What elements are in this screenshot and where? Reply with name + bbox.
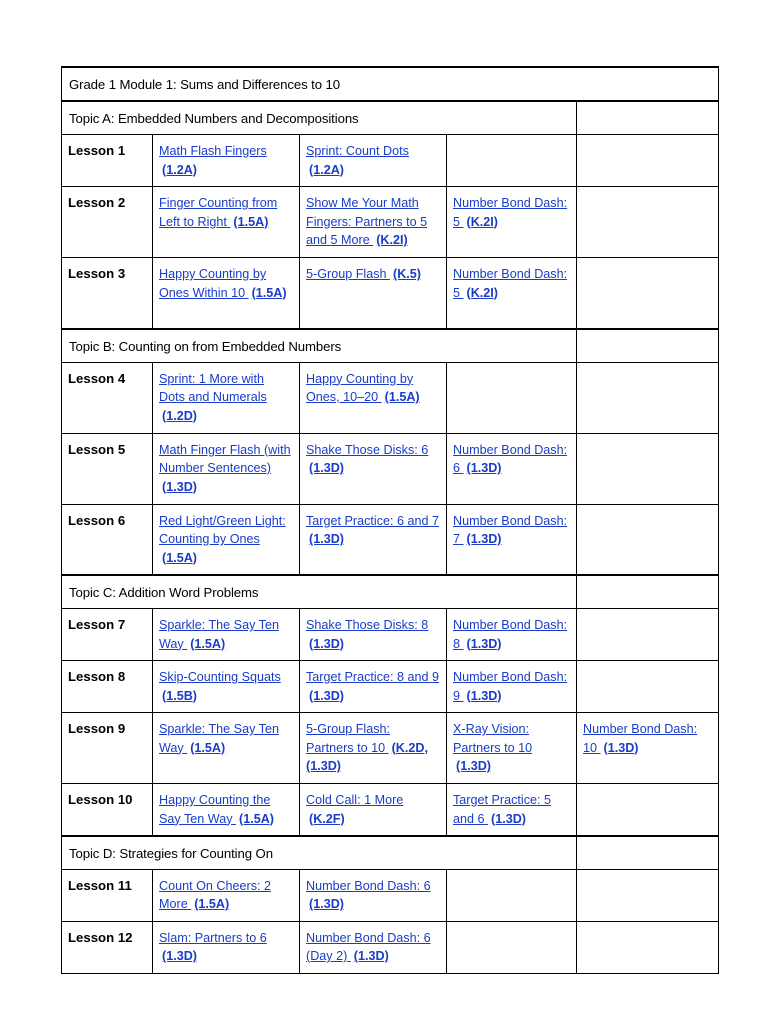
lesson-row	[62, 504, 719, 575]
activity-title: Target Practice: 6 and 7	[306, 513, 440, 528]
fluency-activity-link[interactable]	[159, 267, 287, 300]
fluency-activity-link[interactable]	[159, 196, 277, 229]
fluency-activity-link[interactable]	[159, 722, 279, 755]
fluency-activity-link[interactable]	[159, 793, 274, 826]
standard-code: (1.5A)	[190, 636, 226, 651]
activity-title: Number Bond Dash: 5	[453, 267, 568, 300]
activity-title: Sparkle: The Say Ten Way	[159, 618, 279, 651]
standard-code: (1.5A)	[194, 897, 230, 911]
standard-code: (1.3D)	[466, 688, 502, 703]
resource-cell	[447, 609, 577, 661]
fluency-activity-link[interactable]	[306, 931, 431, 964]
standard-code: (K.5)	[393, 267, 421, 281]
table-body	[62, 67, 719, 973]
topic-row	[62, 101, 719, 135]
fluency-activity-link[interactable]	[306, 196, 427, 247]
standard-code: (1.5A)	[162, 550, 197, 565]
activity-title: Number Bond Dash: 6 (Day 2)	[306, 930, 431, 963]
lesson-row	[62, 784, 719, 836]
standard-code: (1.3D)	[456, 759, 491, 773]
standard-code: (1.2D)	[162, 408, 197, 423]
standard-code: (1.3D)	[162, 949, 197, 963]
lesson-row	[62, 258, 719, 329]
resource-cell	[447, 504, 577, 575]
fluency-activity-link[interactable]	[159, 670, 281, 703]
activity-title: Skip-Counting Squats	[159, 670, 281, 684]
activity-title: Number Bond Dash: 6	[306, 878, 431, 893]
fluency-table	[61, 66, 719, 974]
resource-cell	[300, 713, 447, 784]
fluency-activity-link[interactable]	[453, 267, 567, 300]
standard-code: (K.2I)	[376, 233, 408, 247]
fluency-activity-link[interactable]	[159, 144, 267, 177]
topic-heading: Topic B: Counting on from Embedded Numbers	[62, 329, 577, 363]
standard-code: (1.3D)	[466, 461, 502, 475]
resource-cell	[300, 609, 447, 661]
resource-cell	[153, 661, 300, 713]
module-title-row	[62, 67, 719, 101]
resource-cell	[447, 258, 577, 329]
fluency-activity-link[interactable]	[306, 144, 409, 177]
resource-cell	[577, 187, 719, 258]
fluency-activity-link[interactable]	[453, 443, 567, 476]
standard-code: (1.5A)	[251, 285, 287, 300]
fluency-activity-link[interactable]	[306, 267, 421, 281]
fluency-activity-link[interactable]	[306, 618, 428, 651]
resource-cell	[153, 784, 300, 836]
activity-title: 5-Group Flash: Partners to 10	[306, 722, 390, 755]
lesson-label: Lesson 5	[62, 433, 153, 504]
resource-cell	[153, 609, 300, 661]
standard-code: (1.5A)	[233, 214, 269, 229]
standard-code: (1.3D)	[309, 688, 344, 703]
resource-cell	[577, 784, 719, 836]
resource-cell	[153, 433, 300, 504]
empty-cell	[577, 836, 719, 870]
topic-row	[62, 329, 719, 363]
resource-cell	[577, 433, 719, 504]
activity-title: Number Bond Dash: 5	[453, 196, 568, 229]
fluency-activity-link[interactable]	[306, 372, 420, 405]
fluency-activity-link[interactable]	[453, 514, 567, 547]
standard-code: (1.3D)	[491, 811, 527, 826]
standard-code: (1.3D)	[603, 740, 639, 755]
fluency-activity-link[interactable]	[453, 618, 567, 651]
resource-cell	[153, 713, 300, 784]
fluency-activity-link[interactable]	[453, 670, 567, 703]
lesson-label: Lesson 12	[62, 921, 153, 973]
resource-cell	[577, 258, 719, 329]
resource-cell	[447, 135, 577, 187]
activity-title: Number Bond Dash: 6	[453, 442, 568, 475]
lesson-row	[62, 187, 719, 258]
activity-title: Shake Those Disks: 6	[306, 442, 429, 457]
activity-title: Target Practice: 8 and 9	[306, 670, 440, 684]
fluency-activity-link[interactable]	[453, 722, 532, 773]
resource-cell	[577, 362, 719, 433]
lesson-label: Lesson 6	[62, 504, 153, 575]
fluency-activity-link[interactable]	[159, 372, 267, 423]
standard-code: (1.3D)	[309, 532, 344, 546]
lesson-label: Lesson 7	[62, 609, 153, 661]
resource-cell	[300, 921, 447, 973]
standard-code: (1.2A)	[162, 162, 197, 177]
resource-cell	[153, 504, 300, 575]
fluency-activity-link[interactable]	[306, 670, 439, 703]
module-title: Grade 1 Module 1: Sums and Differences to 10	[62, 67, 719, 101]
resource-cell	[153, 258, 300, 329]
activity-title: Sprint: 1 More with Dots and Numerals	[159, 371, 267, 404]
standard-code: (1.3D)	[353, 949, 389, 963]
resource-cell	[300, 187, 447, 258]
activity-title: Number Bond Dash: 9	[453, 670, 568, 703]
resource-cell	[300, 661, 447, 713]
lesson-label: Lesson 2	[62, 187, 153, 258]
resource-cell	[300, 135, 447, 187]
fluency-activity-link[interactable]	[583, 722, 697, 755]
lesson-row	[62, 362, 719, 433]
empty-cell	[577, 101, 719, 135]
standard-code: (1.5A)	[190, 740, 226, 755]
activity-title: Shake Those Disks: 8	[306, 618, 429, 632]
resource-cell	[577, 713, 719, 784]
resource-cell	[300, 869, 447, 921]
resource-cell	[577, 921, 719, 973]
resource-cell	[447, 661, 577, 713]
activity-title: Target Practice: 5 and 6	[453, 793, 551, 826]
standard-code: (1.3D)	[309, 636, 344, 651]
standard-code: (1.2A)	[309, 162, 344, 177]
fluency-activity-link[interactable]	[159, 879, 271, 912]
activity-title: Sparkle: The Say Ten Way	[159, 722, 279, 755]
activity-title: Slam: Partners to 6	[159, 930, 267, 945]
standard-code: (1.3D)	[466, 532, 502, 546]
topic-row	[62, 836, 719, 870]
resource-cell	[447, 869, 577, 921]
activity-title: Finger Counting from Left to Right	[159, 196, 278, 229]
standard-code: (K.2D, (1.3D)	[306, 740, 428, 773]
lesson-label: Lesson 11	[62, 869, 153, 921]
standard-code: (1.5A)	[239, 811, 274, 826]
lesson-row	[62, 433, 719, 504]
standard-code: (1.3D)	[309, 897, 344, 911]
resource-cell	[153, 921, 300, 973]
fluency-activity-link[interactable]	[453, 196, 567, 229]
activity-title: Math Finger Flash (with Number Sentences)	[159, 442, 291, 475]
resource-cell	[447, 784, 577, 836]
fluency-activity-link[interactable]	[159, 443, 291, 494]
topic-row	[62, 575, 719, 609]
standard-code: (K.2I)	[466, 214, 498, 229]
topic-heading: Topic A: Embedded Numbers and Decompositions	[62, 101, 577, 135]
lesson-label: Lesson 1	[62, 135, 153, 187]
activity-title: Red Light/Green Light: Counting by Ones	[159, 513, 286, 546]
standard-code: (1.5A)	[384, 390, 420, 404]
lesson-row	[62, 869, 719, 921]
resource-cell	[447, 921, 577, 973]
standard-code: (K.2I)	[466, 285, 498, 300]
lesson-label: Lesson 3	[62, 258, 153, 329]
empty-cell	[577, 329, 719, 363]
standard-code: (1.3D)	[466, 636, 502, 651]
activity-title: Happy Counting by Ones, 10–20	[306, 371, 414, 404]
resource-cell	[447, 362, 577, 433]
fluency-activity-link[interactable]	[306, 879, 431, 912]
resource-cell	[300, 504, 447, 575]
activity-title: Number Bond Dash: 10	[583, 722, 698, 755]
resource-cell	[447, 713, 577, 784]
activity-title: Show Me Your Math Fingers: Partners to 5 and 5 More	[306, 196, 428, 247]
resource-cell	[577, 504, 719, 575]
resource-cell	[577, 661, 719, 713]
resource-cell	[153, 362, 300, 433]
activity-title: Count On Cheers: 2 More	[159, 878, 272, 911]
resource-cell	[300, 784, 447, 836]
activity-title: 5-Group Flash	[306, 267, 387, 281]
fluency-activity-link[interactable]	[159, 514, 286, 565]
resource-cell	[577, 135, 719, 187]
lesson-row	[62, 135, 719, 187]
activity-title: Number Bond Dash: 7	[453, 513, 568, 546]
fluency-activity-link[interactable]	[159, 618, 279, 651]
activity-title: X-Ray Vision: Partners to 10	[453, 722, 533, 755]
lesson-row	[62, 661, 719, 713]
lesson-label: Lesson 8	[62, 661, 153, 713]
lesson-row	[62, 609, 719, 661]
standard-code: (1.3D)	[162, 479, 197, 494]
fluency-activity-link[interactable]	[453, 793, 551, 826]
standard-code: (1.5B)	[162, 688, 197, 703]
resource-cell	[300, 362, 447, 433]
lesson-label: Lesson 4	[62, 362, 153, 433]
topic-heading: Topic C: Addition Word Problems	[62, 575, 577, 609]
topic-heading: Topic D: Strategies for Counting On	[62, 836, 577, 870]
activity-title: Happy Counting the Say Ten Way	[159, 793, 271, 826]
resource-cell	[153, 187, 300, 258]
fluency-activity-link[interactable]	[306, 793, 403, 826]
resource-cell	[447, 187, 577, 258]
activity-title: Happy Counting by Ones Within 10	[159, 267, 267, 300]
activity-title: Cold Call: 1 More	[306, 793, 404, 807]
standard-code: (K.2F)	[309, 811, 345, 826]
activity-title: Number Bond Dash: 8	[453, 618, 568, 651]
fluency-activity-link[interactable]	[159, 931, 267, 964]
resource-cell	[300, 258, 447, 329]
resource-cell	[300, 433, 447, 504]
standard-code: (1.3D)	[309, 461, 344, 475]
resource-cell	[447, 433, 577, 504]
lesson-label: Lesson 10	[62, 784, 153, 836]
lesson-row	[62, 921, 719, 973]
empty-cell	[577, 575, 719, 609]
fluency-activity-link[interactable]	[306, 514, 439, 547]
resource-cell	[153, 135, 300, 187]
activity-title: Sprint: Count Dots	[306, 144, 409, 158]
activity-title: Math Flash Fingers	[159, 144, 267, 158]
resource-cell	[153, 869, 300, 921]
resource-cell	[577, 869, 719, 921]
lesson-row	[62, 713, 719, 784]
resource-cell	[577, 609, 719, 661]
fluency-activity-link[interactable]	[306, 443, 428, 476]
fluency-activity-link[interactable]	[306, 722, 428, 773]
lesson-label: Lesson 9	[62, 713, 153, 784]
